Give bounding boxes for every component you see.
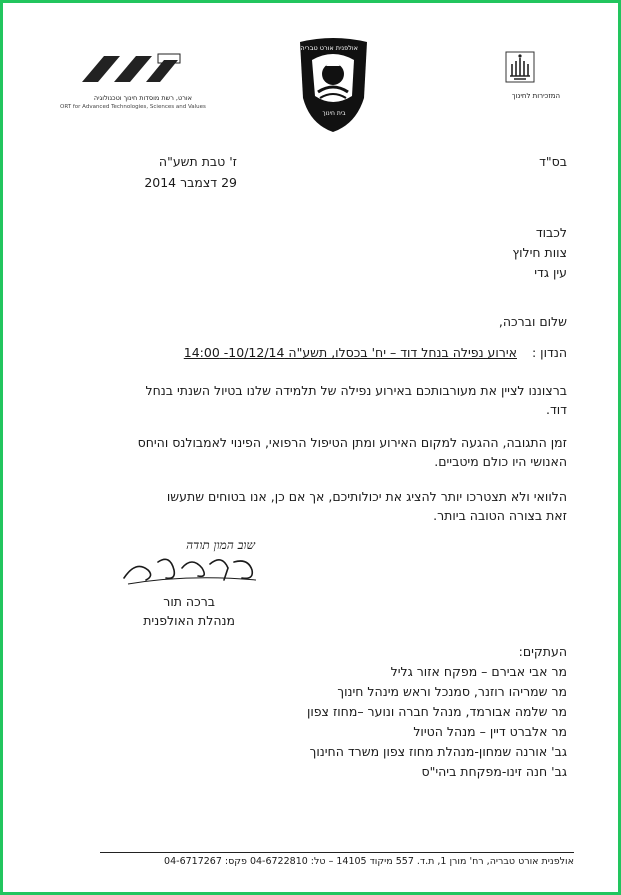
bsd-mark: בס"ד: [539, 154, 567, 169]
ministry-logo: [500, 48, 572, 100]
handwritten-signature: [118, 540, 263, 590]
copy-recipient: מר שמריהו רוזנר, סמנכל וראש מינהל חינוך: [337, 684, 567, 699]
copies-label: העתקים:: [518, 644, 567, 659]
body-p1-line-2: דוד.: [545, 402, 567, 417]
ort-caption-hebrew: אורט, רשת מוסדות חינוך וטכנולוגיה: [93, 94, 192, 102]
school-emblem: [296, 36, 371, 136]
ort-wordmark-icon: [74, 52, 184, 86]
ort-caption-english: ORT for Advanced Technologies, Sciences and Values: [60, 104, 206, 110]
recipient-line-3: עין גדי: [534, 265, 567, 280]
footer-divider: [100, 852, 574, 853]
copy-recipient: מר שלמה אבורמד, מנהל חברה ונוער –מחוז צפון: [306, 704, 567, 719]
copy-recipient: מר אבי אבירם – מפקח אזור גליל: [390, 664, 567, 679]
ministry-caption: המזכירות לחינוך: [511, 92, 561, 100]
greeting: שלום וברכה,: [498, 314, 567, 329]
menorah-crest-icon: [500, 48, 540, 86]
school-ring-text: אולפנית אורט טבריה: [300, 44, 358, 52]
body-p1-line-1: ברצוננו לציין את מעורבותכם באירוע נפילה של תלמידה שלנו בטיול השנתי בנחל: [145, 383, 567, 398]
copy-recipient: גב' אורנה שמחון-מנהלת מחוז צפון משרד החינוך: [309, 744, 567, 759]
footer-contact: אולפנית אורט טבריה, רח' מורן 1, ת.ד. 557 מיקוד 14105 – טל: 04-6722810 פקס: 04-6717267: [164, 856, 574, 867]
signer-name: ברכה תור: [163, 594, 215, 609]
subject-text: אירוע נפילה בנחל דוד – יח' בכסלו, תשע"ה 10/12/14- 14:00: [183, 345, 517, 360]
recipient-line-2: צוות חילוץ: [512, 245, 567, 260]
handwritten-thanks: שוב המון תודה: [186, 538, 255, 552]
copy-recipient: גב' חנה זינו-מפקחת ביהי"ס: [421, 764, 567, 779]
ort-logo: [60, 52, 206, 111]
body-p3-line-1: הלוואי ולא תצטרכו יותר להציג את יכולותיכם, אך אם כן, אנו בטוחים שתעשו: [166, 489, 567, 504]
gregorian-date: 29 דצמבר 2014: [144, 175, 237, 190]
copy-recipient: מר אלברט דיין – מנהל הטיול: [413, 724, 567, 739]
body-p2-line-1: זמן התגובה, ההגעה למקום האירוע ומתן הטיפול הרפואי, הפינוי לאמבולנס והיחס: [137, 435, 567, 450]
hebrew-date: ז' טבת תשע"ה: [158, 154, 237, 169]
signer-title: מנהלת האולפנית: [143, 613, 235, 628]
subject-label: הנדון :: [532, 345, 567, 360]
recipient-line-1: לכבוד: [535, 225, 567, 240]
body-p3-line-2: זאת בצורה הטובה ביותר.: [433, 508, 567, 523]
school-inner-text: בית חינוך: [322, 110, 346, 117]
body-p2-line-2: האנושי היו כולם מיטביים.: [434, 454, 567, 469]
